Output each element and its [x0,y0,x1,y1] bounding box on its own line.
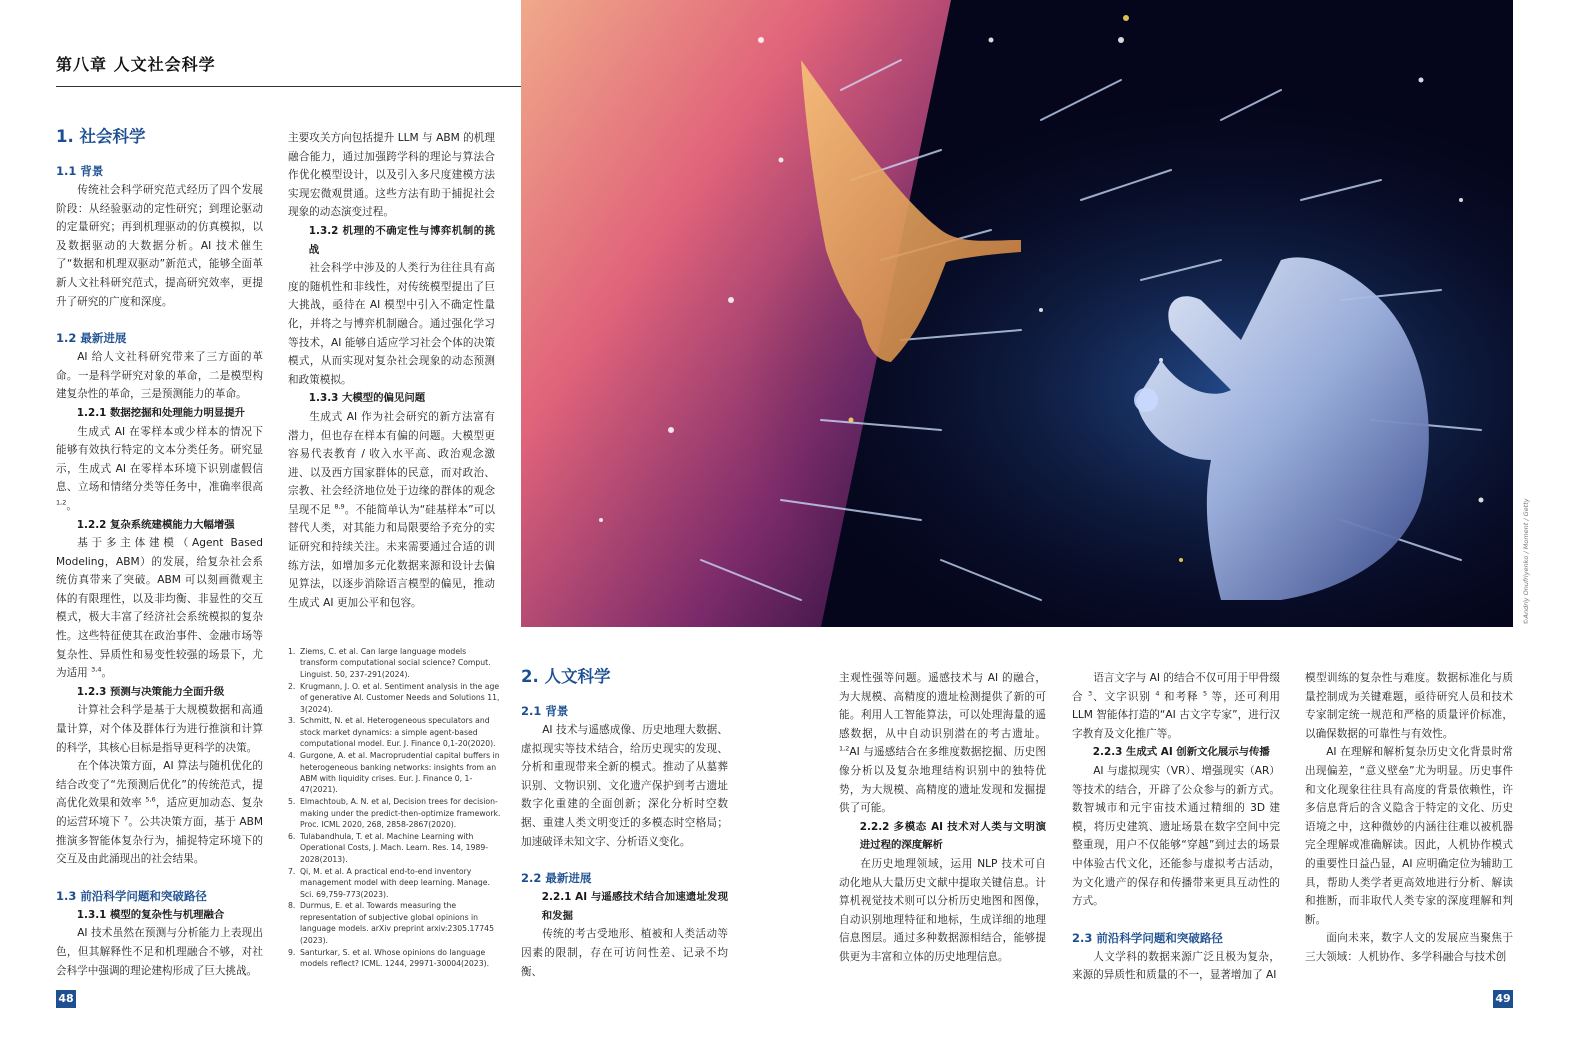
left-column-1 [56,124,263,980]
right-column-3 [1072,669,1280,985]
paragraph: 计算社会科学是基于大规模数据和高通量计算，对个体及群体行为进行推演和计算的科学，其核心目标是指导更科学的决策。 [56,704,263,754]
subsubsection-title: 2.2.1 AI 与遥感技术结合加速遗址发现和发掘 [541,891,728,922]
left-column-2 [288,129,495,612]
paragraph: 传统社会科学研究范式经历了四个发展阶段：从经验驱动的定性研究；到理论驱动的定量研究；再到机理驱动的仿真模拟，以及数据驱动的大数据分析。AI 技术催生了“数据和机理双驱动”新范式，能够全面革新人文社科研究范式，提高研究效率，更提升了研究的广度和深度。 [56,184,263,308]
hero-image [521,0,1513,627]
paragraph: 主观性强等问题。遥感技术与 AI 的融合，为大规模、高精度的遗址检测提供了新的可能。利用人工智能算法，可以处理海量的遥感数据，从中自动识别潜在的考古遗址。$^{1,2}$AI 与遥感结合在多维度数据挖掘、历史图像分析以及复杂地理结构识别中的独特优势，为大规模、高精度的遗址发现和发掘提供了可能。 [839,672,1046,815]
paragraph: 模型训练的复杂性与难度。数据标准化与质量控制成为关键难题，亟待研究人员和技术专家制定统一规范和严格的质量评价标准，以确保数据的可靠性与有效性。 [1305,672,1513,740]
citation: 5,6 [145,795,156,804]
citation: 5 [1203,689,1208,698]
page-number-left: 48 [56,990,76,1008]
subsubsection-title: 1.3.3 大模型的偏见问题 [308,392,426,405]
subsection-title: 1.1 背景 [56,164,104,178]
subsection-title: 1.3 前沿科学问题和突破路径 [56,888,207,903]
reference-item: 9. Santurkar, S. et al. Whose opinions do language models reflect? ICML. 1244, 29971-30004(2023). [288,947,490,968]
section-title: 1. 社会科学 [56,127,146,146]
right-column-2 [839,669,1046,967]
citation: 8,9 [334,502,345,511]
paragraph: 传统的考古受地形、植被和人类活动等因素的限制，存在可访问性差、记录不均衡、 [521,928,728,978]
right-column-4 [1305,669,1513,967]
paragraph: AI 在理解和解析复杂历史文化背景时常出现偏差，“意义壁垒”尤为明显。历史事件和文化现象往往具有高度的背景依赖性，许多信息背后的含义隐含于特定的文化、历史语境之中，这种微妙的内涵往往难以被机器完全理解或准确解读。因此，人机协作模式的重要性日益凸显，AI 应明确定位为辅助工具，帮助人类学者更高效地进行分析、解读和推断，而非取代人类专家的深度理解和判断。 [1305,746,1513,926]
chapter-title: 第八章 人文社会科学 [56,55,216,74]
subsection-title: 2.2 最新进展 [521,871,592,886]
reference-item: 2. Krugmann, J. O. et al. Sentiment analysis in the age of generative AI. Customer Needs and Solutions 11, 3(2024). [288,681,500,714]
paragraph: 生成式 AI 在零样本或少样本的情况下能够有效执行特定的文本分类任务。研究显示，生成式 AI 在零样本环境下识别虚假信息、立场和情绪分类等任务中，准确率很高 $^{1,2}$。 [56,425,263,512]
subsection-title: 1.2 最新进展 [56,331,127,346]
citation: 1,2 [839,744,850,753]
paragraph: AI 给人文社科研究带来了三方面的革命。一是科学研究对象的革命，二是模型构建复杂性的革命，三是预测能力的革命。 [56,351,263,401]
reference-item: 8. Durmus, E. et al. Towards measuring the representation of subjective global opinions in language models. arXiv preprint arxiv:2305.17745 (2023). [288,901,494,945]
paragraph: 面向未来，数字人文的发展应当聚焦于三大领域：人机协作、多学科融合与技术创 [1305,932,1513,963]
subsubsection-title: 1.2.3 预测与决策能力全面升级 [76,685,225,698]
paragraph: 社会科学中涉及的人类行为往往具有高度的随机性和非线性，对传统模型提出了巨大挑战，亟待在 AI 模型中引入不确定性量化，并将之与博弈机制融合。通过强化学习等技术，AI 能够自适应学习社会个体的决策模式，从而实现对复杂社会现象的动态预测和政策模拟。 [288,262,495,386]
subsection-title: 2.3 前沿科学问题和突破路径 [1072,930,1223,945]
reference-item: 1. Ziems, C. et al. Can large language models transform computational social science? Comput. Linguist. 50, 237-291(2024). [288,647,491,679]
image-credit: ©Andriy Onufriyenko / Moment / Getty [1522,498,1530,625]
paragraph: 语言文字与 AI 的结合不仅可用于甲骨缀合 $^3$、文字识别 $^4$ 和考释 $^5$ 等，还可利用 LLM 智能体打造的“AI 古文字专家”，进行汉字教育及文化推广等。 [1072,672,1281,740]
reference-item: 3. Schmitt, N. et al. Heterogeneous speculators and stock market dynamics: a simple agent-based computational model. Eur. J. Finance 0,1-20(2020). [288,716,496,749]
paragraph: 在个体决策方面，AI 算法与随机优化的结合改变了“先预测后优化”的传统范式，提高优化效果和效率 $^{5,6}$，适应更加动态、复杂的运营环境下 $^7$。公共决策方面，基于 ABM 推演多智能体复杂行为，捕捉特定环境下的交互及由此涌现出的社会结果。 [56,760,264,866]
subsubsection-title: 2.2.2 多模态 AI 技术对人类与文明演进过程的深度解析 [859,820,1046,852]
paragraph: 在历史地理领域，运用 NLP 技术可自动化地从大量历史文献中提取关键信息。计算机视觉技术则可以分析历史地图和图像，自动识别地理特征和地标，生成详细的地理信息图层。通过多种数据源相结合，能够提供更为丰富和立体的历史地理信息。 [839,857,1046,963]
paragraph: 基于多主体建模（Agent Based Modeling，ABM）的发展，给复杂社会系统仿真带来了突破。ABM 可以刻画微观主体的有限理性，以及非均衡、非显性的交互模式，极大丰富了经济社会系统模拟的复杂性。这些特征使其在政治事件、金融市场等复杂性、异质性和易变性较强的场景下，尤为适用 $^{3,4}$。 [56,537,263,680]
subsubsection-title: 1.3.2 机理的不确定性与博弈机制的挑战 [308,224,495,256]
subsubsection-title: 1.2.2 复杂系统建模能力大幅增强 [76,518,235,531]
subsubsection-title: 1.2.1 数据挖掘和处理能力明显提升 [76,406,246,419]
citation: 3 [1087,689,1093,698]
subsubsection-title: 2.2.3 生成式 AI 创新文化展示与传播 [1092,746,1270,759]
paragraph: AI 技术虽然在预测与分析能力上表现出色，但其解释性不足和机理融合不够，对社会科学中强调的理论建构形成了巨大挑战。 [56,927,263,977]
paragraph: AI 与虚拟现实（VR）、增强现实（AR）等技术的结合，开辟了公众参与的新方式。数智城市和元宇宙技术通过精细的 3D 建模，将历史建筑、遗址场景在数字空间中完整重现，用户不仅能够“穿越”到过去的场景中体验古代文化，还能参与虚拟考古活动，为文化遗产的保存和传播带来更具互动性的方式。 [1072,764,1280,908]
citation: 1,2 [56,498,67,507]
paragraph: 主要攻关方向包括提升 LLM 与 ABM 的机理融合能力，通过加强跨学科的理论与算法合作优化模型设计，以及引入多尺度建模方法实现宏微观贯通。这些方法有助于捕捉社会现象的动态演变过程。 [288,132,495,219]
chapter-divider [56,86,522,87]
citation: 4 [1155,689,1160,698]
reference-item: 6. Tulabandhula, T. et al. Machine Learning with Operational Costs, J. Mach. Learn. Res. 14, 1989-2028(2013). [288,832,489,864]
paragraph: 生成式 AI 作为社会研究的新方法富有潜力，但也存在样本有偏的问题。大模型更容易代表教育 / 收入水平高、政治观念激进、以及西方国家群体的民意，而对政治、宗教、社会经济地位处于边缘的群体的观念呈现不足 $^{8,9}$。不能简单认为“硅基样本”可以替代人类，对其能力和局限要给予充分的实证研究和持续关注。未来需要通过合适的训练方法，如增加多元化数据来源和设计去偏见算法，以逐步消除语言模型的偏见，推动生成式 AI 更加公平和包容。 [288,410,496,609]
reference-item: 7. Qi, M. et al. A practical end-to-end inventory management model with deep learning. Manage. Sci. 69,759-773(2023). [288,866,490,899]
reference-list [288,646,502,970]
right-column-1 [521,664,728,981]
paragraph: 人文学科的数据来源广泛且极为复杂，来源的异质性和质量的不一，显著增加了 AI [1072,950,1280,982]
paragraph: AI 技术与遥感成像、历史地理大数据、虚拟现实等技术结合，给历史现实的发现、分析和重现带来全新的模式。推动了从墓葬识别、文物识别、文化遗产保护到考古遗址数字化重建的全面创新；深化分析时空数据、重建人类文明变迁的多模态时空格局；加速破译未知文字、分析语义变化。 [521,724,728,848]
subsubsection-title: 1.3.1 模型的复杂性与机理融合 [76,908,225,921]
reference-item: 5. Elmachtoub, A. N. et al, Decision trees for decision-making under the predict-then-optimize framework. Proc. ICML 2020, 268, 2858-2867(2020). [288,797,501,830]
subsection-title: 2.1 背景 [521,704,569,718]
page-number-right: 49 [1493,990,1513,1008]
section-title: 2. 人文科学 [521,667,611,686]
reference-item: 4. Gurgone, A. et al. Macroprudential capital buffers in heterogeneous banking networks: insights from an ABM with liquidity crises. Eur. J. Finance 0, 1-47(2021). [288,751,500,795]
citation: 7 [124,814,129,823]
citation: 3,4 [91,665,102,674]
